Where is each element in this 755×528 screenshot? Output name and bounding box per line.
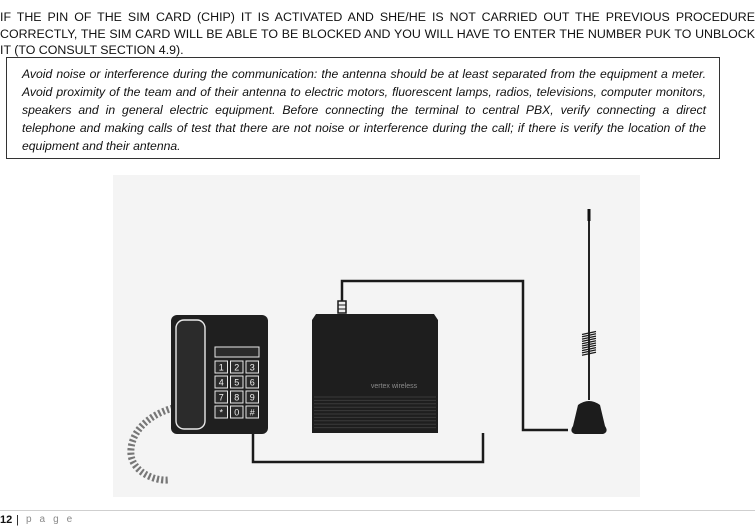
- keypad-key-label: #: [249, 407, 255, 418]
- note-text: Avoid noise or interference during the communication: the antenna should be at least separated from the equipment a meter. Avoid proximity of the team and of their antenna to electric motors, fluorescent lamps, radios, televisions, computer monitors, speakers and in general electric equipment. Before connecting the terminal to central PBX, verify connecting a direct telephone and making calls of test that there are not noise or interference during the call; if there is verify the location of the equipment and their antenna.: [22, 67, 706, 153]
- terminal-brand-label: vertex wireless: [370, 383, 418, 390]
- connection-diagram-figure: [113, 175, 640, 497]
- footer-page-label: page: [26, 514, 81, 525]
- keypad-key-label: 3: [249, 362, 255, 373]
- keypad-key-label: 2: [234, 362, 240, 373]
- page-footer: [0, 514, 755, 528]
- note-box: [6, 57, 720, 159]
- footer-separator: |: [16, 514, 19, 526]
- keypad-key-label: 7: [218, 392, 224, 403]
- keypad-key-label: 1: [218, 362, 224, 373]
- page-number: 12: [0, 514, 13, 526]
- keypad-key-label: 5: [234, 377, 240, 388]
- keypad-key-label: 8: [234, 392, 240, 403]
- keypad-key-label: 4: [218, 377, 224, 388]
- telephone: [171, 315, 268, 434]
- antenna: [571, 209, 606, 434]
- keypad-key-label: 0: [234, 407, 240, 418]
- keypad-key-label: 6: [249, 377, 255, 388]
- phone-to-terminal-cable: [253, 433, 483, 462]
- keypad-key-label: 9: [249, 392, 255, 403]
- coiled-cord: [131, 408, 173, 480]
- vertex-terminal: [312, 301, 438, 433]
- keypad-key-label: *: [219, 407, 224, 418]
- footer-rule: [0, 510, 755, 511]
- intro-warning-text: IF THE PIN OF THE SIM CARD (CHIP) IT IS ACTIVATED AND SHE/HE IS NOT CARRIED OUT THE PREVIOUS PROCEDURE CORRECTLY, THE SIM CARD WILL BE ABLE TO BE BLOCKED AND YOU WILL HAVE TO ENTER THE NUMBER PUK TO UNBLOCK IT (TO CONSULT SECTION 4.9).: [0, 10, 755, 57]
- connection-diagram: [113, 175, 640, 497]
